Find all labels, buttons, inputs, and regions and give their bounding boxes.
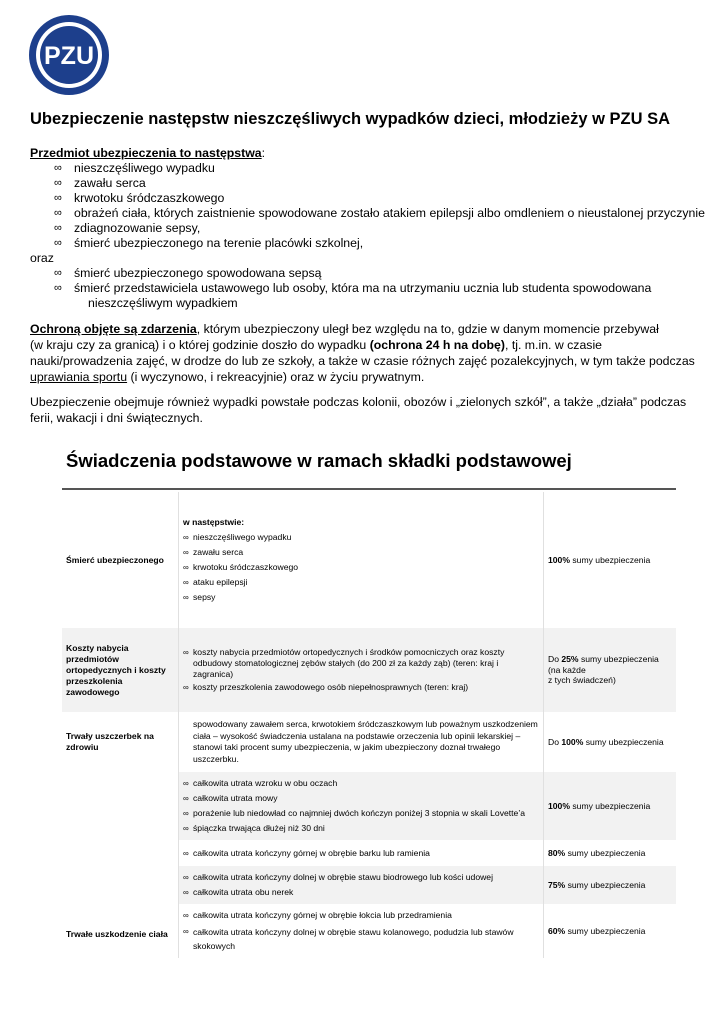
infinity-bullet-icon: ∞ xyxy=(54,267,62,279)
list-item: ∞ śmierć ubezpieczonego na terenie placówki szkolnej, xyxy=(54,236,364,250)
infinity-bullet-icon: ∞ xyxy=(54,237,62,249)
row-description xyxy=(179,904,544,958)
protection-heading: Ochroną objęte są zdarzenia xyxy=(30,322,197,336)
infinity-bullet-icon: ∞ xyxy=(54,207,62,219)
infinity-bullet-icon: ∞ xyxy=(54,192,62,204)
extra-paragraph: Ubezpieczenie obejmuje również wypadki powstałe podczas kolonii, obozów i „zielonych szkół”, a także „działa” podczas ferii, wakacji i dni świątecznych. xyxy=(30,395,687,425)
list-item: ∞ całkowita utrata wzroku w obu oczach xyxy=(183,776,539,791)
row-description: w następstwie: ∞ nieszczęśliwego wypadku ∞ zawału serca ∞ krwotoku śródczaszkowego ∞ ataku epilepsji ∞ sepsy xyxy=(179,492,544,628)
infinity-bullet-icon: ∞ xyxy=(183,578,189,587)
list-item: ∞ całkowita utrata mowy xyxy=(183,791,539,806)
table-row xyxy=(62,628,676,712)
infinity-bullet-icon: ∞ xyxy=(183,824,189,833)
benefits-heading: Świadczenia podstawowe w ramach składki podstawowej xyxy=(66,450,572,471)
list-item: ∞ nieszczęśliwego wypadku xyxy=(183,530,539,545)
infinity-bullet-icon: ∞ xyxy=(183,926,189,936)
infinity-bullet-icon: ∞ xyxy=(183,809,189,818)
table-row xyxy=(62,492,676,628)
row-benefit: 75% sumy ubezpieczenia xyxy=(544,866,677,904)
page-title: Ubezpieczenie następstw nieszczęśliwych wypadków dzieci, młodzieży w PZU SA xyxy=(30,110,671,128)
row-benefit: 60% sumy ubezpieczenia xyxy=(548,925,646,936)
subject-heading: Przedmiot ubezpieczenia to następstwa xyxy=(30,146,262,160)
list-item: ∞ całkowita utrata kończyny górnej w obrębie barku lub ramienia xyxy=(183,846,539,861)
infinity-bullet-icon: ∞ xyxy=(183,648,189,657)
list-item: ∞ całkowita utrata kończyny górnej w obrębie łokcia lub przedramienia xyxy=(183,908,539,923)
table-row xyxy=(62,712,676,772)
pzu-logo xyxy=(28,14,110,96)
infinity-bullet-icon: ∞ xyxy=(183,873,189,882)
row-description xyxy=(179,628,544,712)
list-item: ∞ koszty nabycia przedmiotów ortopedycznych i środków pomocniczych oraz koszty odbudowy stomatologicznej zębów stałych (do 200 zł za każdy ząb) (teren: kraj i zagranica) xyxy=(183,647,505,679)
infinity-bullet-icon: ∞ xyxy=(183,779,189,788)
infinity-bullet-icon: ∞ xyxy=(183,848,189,858)
subject-colon: : xyxy=(261,146,266,160)
infinity-bullet-icon: ∞ xyxy=(183,593,189,602)
list-item: ∞ nieszczęśliwego wypadku xyxy=(54,161,215,175)
list-item: ∞ śpiączka trwająca dłużej niż 30 dni xyxy=(183,821,539,836)
list-item: ∞ porażenie lub niedowład co najmniej dwóch kończyn poniżej 3 stopnia w skali Lovette’a xyxy=(183,806,539,821)
list-item: ∞ śmierć ubezpieczonego spowodowana sepsą xyxy=(54,266,322,280)
list-item: ∞ całkowita utrata obu nerek xyxy=(183,885,539,900)
infinity-bullet-icon: ∞ xyxy=(54,282,62,294)
list-item: ∞ zdiagnozowanie sepsy, xyxy=(54,221,201,235)
subject-list xyxy=(30,161,710,251)
list-item: ∞ całkowita utrata kończyny dolnej w obrębie stawu kolanowego, podudzia lub stawów skokowych xyxy=(183,926,514,951)
list-item: ∞ krwotoku śródczaszkowego xyxy=(54,191,225,205)
row-label: Śmierć ubezpieczonego xyxy=(66,554,164,565)
list-item: ∞ krwotoku śródczaszkowego xyxy=(183,560,539,575)
infinity-bullet-icon: ∞ xyxy=(54,222,62,234)
infinity-bullet-icon: ∞ xyxy=(183,563,189,572)
row-description xyxy=(179,772,544,840)
row-description xyxy=(179,866,544,904)
table-row xyxy=(62,772,676,840)
list-item-continuation: nieszczęśliwym wypadkiem xyxy=(88,296,238,310)
oraz-label: oraz xyxy=(30,251,54,265)
row-benefit: 100% sumy ubezpieczenia xyxy=(544,772,677,840)
infinity-bullet-icon: ∞ xyxy=(183,683,189,692)
infinity-bullet-icon: ∞ xyxy=(183,888,189,897)
subject-list-2 xyxy=(30,266,710,296)
infinity-bullet-icon: ∞ xyxy=(183,794,189,803)
row-label: Koszty nabycia przedmiotów ortopedycznych i koszty przeszkolenia zawodowego xyxy=(62,628,179,712)
list-item: ∞ całkowita utrata kończyny dolnej w obrębie stawu biodrowego lub kości udowej xyxy=(183,870,539,885)
infinity-bullet-icon: ∞ xyxy=(183,548,189,557)
infinity-bullet-icon: ∞ xyxy=(54,162,62,174)
row-description: spowodowany zawałem serca, krwotokiem śródczaszkowym lub poważnym uszkodzeniem ciała – wysokość świadczenia ustalana na podstawie orzeczenia lub opinii lekarskiej – stanowi taki procent sumy ubezpieczenia, w jakim ubezpieczony doznał trwałego uszczerbku. xyxy=(179,712,544,772)
sport-text: uprawiania sportu xyxy=(30,370,128,384)
infinity-bullet-icon: ∞ xyxy=(183,533,189,542)
list-item: ∞ obrażeń ciała, których zaistnienie spowodowane zostało atakiem epilepsji albo omdleniem o nieustalonej przyczynie xyxy=(54,206,705,220)
row-description xyxy=(179,840,544,866)
list-item: ∞ ataku epilepsji xyxy=(183,575,539,590)
protection-paragraph: Ochroną objęte są zdarzenia, którym ubezpieczony uległ bez względu na to, gdzie w danym momencie przebywał (w kraju czy za granicą) i o której godzinie doszło do wypadku (ochrona 24 h na dobę), tj. m.in. w czasie nauki/prowadzenia zajęć, w drodze do lub ze szkoły, a także w czasie różnych zajęć pozalekcyjnych, w tym także podczas uprawiania sportu (i wyczynowo, i rekreacyjnie) oraz w życiu prywatnym. xyxy=(30,322,695,384)
subject-section xyxy=(30,146,710,311)
benefits-table xyxy=(62,488,676,958)
list-item: ∞ sepsy xyxy=(183,590,539,605)
list-item: ∞ zawału serca xyxy=(54,176,146,190)
row-label: Trwałe uszkodzenie ciała xyxy=(62,772,179,958)
row-label: Trwały uszczerbek na zdrowiu xyxy=(66,731,154,752)
infinity-bullet-icon: ∞ xyxy=(183,910,189,920)
infinity-bullet-icon: ∞ xyxy=(54,177,62,189)
list-item: ∞ koszty przeszkolenia zawodowego osób niepełnosprawnych (teren: kraj) xyxy=(183,682,469,692)
row-benefit: 80% sumy ubezpieczenia xyxy=(548,847,646,858)
row-benefit: Do 25% sumy ubezpieczenia (na każde z tych świadczeń) xyxy=(544,628,677,712)
row-benefit: Do 100% sumy ubezpieczenia xyxy=(548,736,664,747)
row-benefit: 100% sumy ubezpieczenia xyxy=(548,554,651,565)
list-item: ∞ zawału serca xyxy=(183,545,539,560)
list-item: ∞ śmierć przedstawiciela ustawowego lub osoby, która ma na utrzymaniu ucznia lub studenta spowodowana xyxy=(54,281,652,295)
protection-24h: (ochrona 24 h na dobę) xyxy=(369,338,505,352)
logo-text: PZU xyxy=(44,42,94,70)
